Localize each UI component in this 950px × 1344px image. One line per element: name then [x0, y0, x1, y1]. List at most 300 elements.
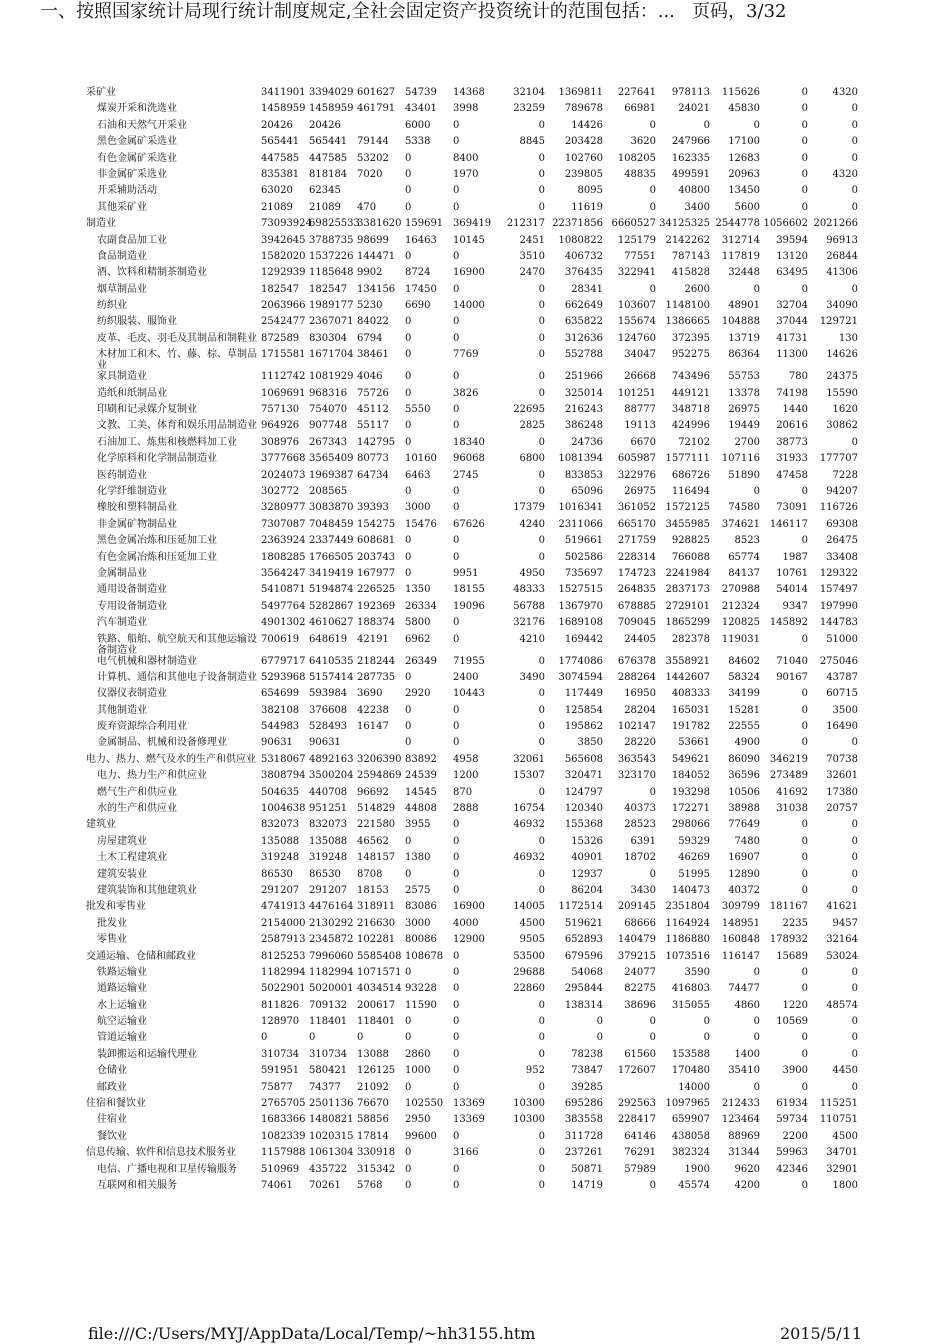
table-row — [86, 770, 858, 786]
value-cell: 2501136 — [309, 1098, 354, 1110]
value-cell: 31038 — [776, 803, 808, 815]
industry-name: 仓储业 — [97, 1065, 127, 1077]
value-cell: 0 — [753, 1081, 760, 1093]
value-cell: 0 — [405, 1016, 412, 1028]
value-cell: 3808794 — [261, 770, 306, 782]
page-header — [40, 0, 910, 24]
table-row — [86, 437, 858, 453]
value-cell: 3419419 — [309, 567, 354, 579]
value-cell: 3083870 — [309, 502, 354, 514]
value-cell: 79144 — [357, 136, 389, 148]
value-cell: 40800 — [678, 185, 710, 197]
value-cell: 0 — [801, 136, 808, 148]
value-cell: 0 — [453, 633, 460, 645]
value-cell: 88969 — [728, 1130, 760, 1142]
value-cell: 19096 — [453, 600, 485, 612]
value-cell: 0 — [453, 1032, 460, 1044]
value-cell: 0 — [649, 868, 656, 880]
value-cell: 514829 — [357, 803, 396, 815]
value-cell: 0 — [453, 316, 460, 328]
value-cell: 1970 — [453, 168, 479, 180]
value-cell: 659907 — [671, 1114, 710, 1126]
table-row — [86, 803, 858, 819]
value-cell: 0 — [538, 535, 545, 547]
value-cell: 22860 — [513, 983, 545, 995]
value-cell: 0 — [538, 371, 545, 383]
industry-name: 医药制造业 — [97, 469, 147, 481]
value-cell: 8095 — [577, 185, 603, 197]
value-cell: 0 — [538, 300, 545, 312]
value-cell: 22555 — [728, 721, 760, 733]
value-cell: 17379 — [513, 502, 545, 514]
value-cell: 188374 — [357, 617, 396, 629]
value-cell: 145892 — [769, 617, 808, 629]
value-cell: 55753 — [728, 371, 760, 383]
industry-name: 土木工程建筑业 — [97, 852, 167, 864]
value-cell: 86530 — [261, 868, 293, 880]
value-cell: 0 — [801, 884, 808, 896]
value-cell: 76291 — [624, 1147, 656, 1159]
value-cell: 315342 — [357, 1163, 396, 1175]
value-cell: 0 — [453, 1016, 460, 1028]
value-cell: 48901 — [728, 300, 760, 312]
value-cell: 1442607 — [665, 671, 710, 683]
value-cell: 13378 — [728, 387, 760, 399]
value-cell: 2729101 — [665, 600, 710, 612]
value-cell: 10761 — [776, 567, 808, 579]
value-cell: 209145 — [617, 901, 656, 913]
value-cell: 832073 — [261, 819, 300, 831]
value-cell: 510969 — [261, 1163, 300, 1175]
value-cell: 94207 — [826, 485, 858, 497]
value-cell: 318911 — [357, 901, 396, 913]
industry-name: 金属制品业 — [97, 567, 147, 579]
value-cell: 19113 — [624, 420, 656, 432]
value-cell: 379215 — [617, 950, 656, 962]
value-cell: 19449 — [728, 420, 760, 432]
value-cell: 787143 — [671, 250, 710, 262]
value-cell: 82275 — [624, 983, 656, 995]
value-cell: 12900 — [453, 934, 485, 946]
value-cell: 447585 — [309, 152, 348, 164]
industry-name: 道路运输业 — [97, 983, 147, 995]
value-cell: 0 — [453, 1065, 460, 1077]
value-cell: 102281 — [357, 934, 396, 946]
value-cell: 45830 — [728, 103, 760, 115]
value-cell: 123464 — [721, 1114, 760, 1126]
value-cell: 408333 — [671, 688, 710, 700]
value-cell: 1620 — [832, 404, 858, 416]
industry-name: 黑色金属冶炼和压延加工业 — [97, 535, 217, 547]
value-cell: 3788735 — [309, 234, 354, 246]
value-cell: 0 — [851, 185, 858, 197]
value-cell: 74198 — [776, 387, 808, 399]
value-cell: 120340 — [564, 803, 603, 815]
value-cell: 10300 — [513, 1114, 545, 1126]
table-row — [86, 218, 858, 234]
value-cell: 565441 — [261, 136, 300, 148]
value-cell: 1458959 — [261, 103, 306, 115]
value-cell: 1182994 — [309, 966, 354, 978]
value-cell: 182547 — [309, 283, 348, 295]
value-cell: 3000 — [405, 917, 431, 929]
value-cell: 118401 — [309, 1016, 348, 1028]
value-cell: 31344 — [728, 1147, 760, 1159]
table-row — [86, 787, 858, 803]
value-cell: 695286 — [564, 1098, 603, 1110]
value-cell: 43401 — [405, 103, 437, 115]
value-cell: 580421 — [309, 1065, 348, 1077]
value-cell: 2235 — [782, 917, 808, 929]
value-cell: 1186880 — [665, 934, 710, 946]
table-row — [86, 519, 858, 535]
table-row — [86, 983, 858, 999]
value-cell: 12890 — [728, 868, 760, 880]
value-cell: 34125325 — [659, 218, 710, 230]
industry-name: 金属制品、机械和设备修理业 — [97, 737, 227, 749]
value-cell: 14426 — [571, 119, 603, 131]
value-cell: 0 — [538, 436, 545, 448]
value-cell: 0 — [405, 420, 412, 432]
industry-name: 批发业 — [97, 917, 127, 929]
industry-name: 铁路运输业 — [97, 966, 147, 978]
value-cell: 608681 — [357, 535, 396, 547]
value-cell: 2825 — [519, 420, 545, 432]
table-row — [86, 1147, 858, 1163]
value-cell: 29688 — [513, 966, 545, 978]
value-cell: 0 — [538, 316, 545, 328]
value-cell: 4950 — [519, 567, 545, 579]
table-row — [86, 453, 858, 469]
value-cell: 2021266 — [813, 218, 858, 230]
value-cell: 251966 — [564, 371, 603, 383]
value-cell: 0 — [453, 551, 460, 563]
industry-name: 酒、饮料和精制茶制造业 — [97, 267, 207, 279]
industry-name: 信息传输、软件和信息技术服务业 — [86, 1147, 236, 1159]
value-cell: 65096 — [571, 485, 603, 497]
value-cell: 178932 — [769, 934, 808, 946]
industry-name: 非金属矿采选业 — [97, 168, 167, 180]
value-cell: 7307087 — [261, 518, 306, 530]
value-cell: 7769 — [453, 349, 479, 361]
value-cell: 193298 — [671, 786, 710, 798]
value-cell: 295844 — [564, 983, 603, 995]
value-cell: 780 — [788, 371, 808, 383]
value-cell: 4900 — [734, 737, 760, 749]
value-cell — [357, 120, 405, 136]
value-cell: 0 — [851, 103, 858, 115]
value-cell: 0 — [801, 819, 808, 831]
value-cell: 75726 — [357, 387, 389, 399]
value-cell: 3430 — [630, 884, 656, 896]
table-row — [86, 333, 858, 349]
value-cell: 56788 — [513, 600, 545, 612]
value-cell: 2594869 — [357, 770, 402, 782]
value-cell: 33408 — [826, 551, 858, 563]
value-cell: 40901 — [571, 852, 603, 864]
value-cell: 239805 — [564, 168, 603, 180]
value-cell: 2600 — [684, 283, 710, 295]
value-cell: 325014 — [564, 387, 603, 399]
value-cell: 46932 — [513, 852, 545, 864]
industry-name: 纺织业 — [97, 300, 127, 312]
value-cell: 0 — [405, 250, 412, 262]
value-cell: 1865299 — [665, 617, 710, 629]
value-cell: 13120 — [776, 250, 808, 262]
table-row — [86, 120, 858, 136]
value-cell: 90631 — [261, 737, 293, 749]
value-cell: 1200 — [453, 770, 479, 782]
value-cell: 58856 — [357, 1114, 389, 1126]
value-cell: 38461 — [357, 349, 389, 361]
value-cell: 40372 — [728, 884, 760, 896]
value-cell: 41306 — [826, 267, 858, 279]
value-cell: 0 — [538, 655, 545, 667]
value-cell: 3558921 — [665, 655, 710, 667]
value-cell: 3620 — [630, 136, 656, 148]
value-cell: 28523 — [624, 819, 656, 831]
value-cell: 20426 — [309, 119, 341, 131]
value-cell: 679596 — [564, 950, 603, 962]
industry-name: 有色金属冶炼和压延加工业 — [97, 551, 217, 563]
value-cell: 36596 — [728, 770, 760, 782]
value-cell: 449121 — [671, 387, 710, 399]
value-cell: 47458 — [776, 469, 808, 481]
value-cell: 544983 — [261, 721, 300, 733]
value-cell: 648619 — [309, 633, 348, 645]
value-cell: 1577111 — [665, 453, 710, 465]
value-cell: 461791 — [357, 103, 396, 115]
industry-name: 橡胶和塑料制品业 — [97, 502, 177, 514]
value-cell: 665170 — [617, 518, 656, 530]
value-cell: 108205 — [617, 152, 656, 164]
value-cell: 21092 — [357, 1081, 389, 1093]
value-cell: 10443 — [453, 688, 485, 700]
value-cell: 2311066 — [558, 518, 603, 530]
industry-name: 文教、工美、体育和娱乐用品制造业 — [97, 420, 257, 432]
value-cell: 0 — [453, 737, 460, 749]
value-cell: 46269 — [678, 852, 710, 864]
value-cell: 4034514 — [357, 983, 402, 995]
value-cell: 330918 — [357, 1147, 396, 1159]
value-cell: 415828 — [671, 267, 710, 279]
value-cell: 1148100 — [665, 300, 710, 312]
value-cell: 10160 — [405, 453, 437, 465]
value-cell: 1097965 — [665, 1098, 710, 1110]
value-cell: 55117 — [357, 420, 389, 432]
value-cell: 13450 — [728, 185, 760, 197]
value-cell: 41731 — [776, 332, 808, 344]
table-row — [86, 316, 858, 332]
value-cell: 519621 — [564, 917, 603, 929]
value-cell: 2241984 — [665, 567, 710, 579]
value-cell: 135088 — [261, 835, 300, 847]
value-cell: 1112742 — [261, 371, 306, 383]
value-cell: 38773 — [776, 436, 808, 448]
value-cell: 0 — [453, 332, 460, 344]
table-row — [86, 836, 858, 852]
value-cell: 4320 — [832, 87, 858, 98]
value-cell: 1440 — [782, 404, 808, 416]
value-cell: 1172514 — [558, 901, 603, 913]
value-cell: 4892163 — [309, 753, 354, 765]
value-cell: 160848 — [721, 934, 760, 946]
value-cell: 2351804 — [665, 901, 710, 913]
value-cell: 11590 — [405, 999, 437, 1011]
value-cell: 0 — [538, 1048, 545, 1060]
value-cell: 24539 — [405, 770, 437, 782]
value-cell: 310734 — [309, 1048, 348, 1060]
value-cell: 54014 — [776, 584, 808, 596]
value-cell: 26844 — [826, 250, 858, 262]
value-cell: 0 — [703, 1016, 710, 1028]
value-cell: 148951 — [721, 917, 760, 929]
industry-name: 建筑业 — [86, 819, 116, 831]
value-cell: 0 — [453, 250, 460, 262]
value-cell: 9902 — [357, 267, 383, 279]
value-cell: 64146 — [624, 1130, 656, 1142]
value-cell: 0 — [538, 469, 545, 481]
industry-name: 纺织服装、服饰业 — [97, 316, 177, 328]
value-cell: 0 — [801, 103, 808, 115]
footer-file-path: file:///C:/Users/MYJ/AppData/Local/Temp/~hh3155.htm — [88, 1324, 536, 1343]
value-cell: 8125253 — [261, 950, 306, 962]
value-cell: 308976 — [261, 436, 300, 448]
value-cell: 0 — [801, 1081, 808, 1093]
value-cell: 2542477 — [261, 316, 306, 328]
value-cell: 0 — [453, 404, 460, 416]
value-cell: 1292939 — [261, 267, 306, 279]
table-row — [86, 1131, 858, 1147]
value-cell: 3000 — [405, 502, 431, 514]
value-cell: 0 — [405, 721, 412, 733]
value-cell: 2920 — [405, 688, 431, 700]
value-cell: 5318067 — [261, 753, 306, 765]
value-cell: 2587913 — [261, 934, 306, 946]
value-cell: 48835 — [624, 168, 656, 180]
table-row — [86, 1098, 858, 1114]
value-cell: 363543 — [617, 753, 656, 765]
table-row — [86, 634, 858, 656]
value-cell: 23259 — [513, 103, 545, 115]
value-cell: 28220 — [624, 737, 656, 749]
value-cell: 153588 — [671, 1048, 710, 1060]
value-cell: 71955 — [453, 655, 485, 667]
value-cell: 18702 — [624, 852, 656, 864]
value-cell: 125854 — [564, 704, 603, 716]
table-row — [86, 185, 858, 201]
value-cell: 7228 — [832, 469, 858, 481]
value-cell: 107116 — [721, 453, 760, 465]
value-cell: 1572125 — [665, 502, 710, 514]
value-cell: 212324 — [721, 600, 760, 612]
value-cell: 96068 — [453, 453, 485, 465]
value-cell: 552788 — [564, 349, 603, 361]
value-cell: 0 — [753, 119, 760, 131]
value-cell: 1987 — [782, 551, 808, 563]
table-row — [86, 901, 858, 917]
value-cell: 16900 — [453, 267, 485, 279]
industry-name: 开采辅助活动 — [97, 185, 157, 197]
value-cell: 18340 — [453, 436, 485, 448]
value-cell: 952275 — [671, 349, 710, 361]
value-cell: 5282867 — [309, 600, 354, 612]
value-cell: 0 — [453, 1130, 460, 1142]
table-row — [86, 1180, 858, 1196]
value-cell: 4476164 — [309, 901, 354, 913]
value-cell: 3394029 — [309, 87, 354, 98]
value-cell: 14000 — [678, 1081, 710, 1093]
value-cell: 71040 — [776, 655, 808, 667]
value-cell: 72102 — [678, 436, 710, 448]
value-cell: 499591 — [671, 168, 710, 180]
document-title: 一、按照国家统计局现行统计制度规定,全社会固定资产投资统计的范围包括：... — [40, 1, 675, 22]
value-cell: 0 — [801, 201, 808, 213]
table-row — [86, 601, 858, 617]
value-cell: 757130 — [261, 404, 300, 416]
value-cell: 102147 — [617, 721, 656, 733]
value-cell: 124797 — [564, 786, 603, 798]
value-cell: 735697 — [564, 567, 603, 579]
value-cell: 0 — [538, 1032, 545, 1044]
value-cell: 678885 — [617, 600, 656, 612]
value-cell: 591951 — [261, 1065, 300, 1077]
industry-name: 制造业 — [86, 218, 116, 230]
value-cell: 0 — [405, 868, 412, 880]
value-cell: 0 — [753, 1032, 760, 1044]
value-cell: 928825 — [671, 535, 710, 547]
value-cell: 59734 — [776, 1114, 808, 1126]
table-row — [86, 967, 858, 983]
table-row — [86, 251, 858, 267]
industry-name: 农副食品加工业 — [97, 234, 167, 246]
value-cell: 2950 — [405, 1114, 431, 1126]
table-row — [86, 852, 858, 868]
value-cell: 0 — [261, 1032, 268, 1044]
value-cell: 24077 — [624, 966, 656, 978]
statistics-table-container — [86, 87, 858, 1196]
value-cell: 0 — [405, 201, 412, 213]
value-cell: 348718 — [671, 404, 710, 416]
value-cell: 0 — [453, 950, 460, 962]
value-cell: 4958 — [453, 753, 479, 765]
value-cell: 0 — [649, 1032, 656, 1044]
value-cell: 14368 — [453, 87, 485, 98]
value-cell: 0 — [801, 721, 808, 733]
value-cell: 0 — [649, 1180, 656, 1191]
value-cell: 652893 — [564, 934, 603, 946]
value-cell: 0 — [453, 371, 460, 383]
industry-name: 其他采矿业 — [97, 201, 147, 213]
value-cell: 118401 — [357, 1016, 396, 1028]
value-cell: 37044 — [776, 316, 808, 328]
value-cell: 0 — [801, 185, 808, 197]
industry-name: 非金属矿物制品业 — [97, 518, 177, 530]
value-cell: 0 — [538, 704, 545, 716]
value-cell: 74477 — [728, 983, 760, 995]
value-cell: 6800 — [519, 453, 545, 465]
value-cell: 1071571 — [357, 966, 402, 978]
value-cell: 1380 — [405, 852, 431, 864]
value-cell: 32448 — [728, 267, 760, 279]
table-row — [86, 819, 858, 835]
value-cell: 5768 — [357, 1180, 383, 1191]
value-cell: 0 — [453, 1180, 460, 1191]
value-cell: 3074594 — [558, 671, 603, 683]
value-cell: 0 — [538, 1147, 545, 1159]
table-row — [86, 552, 858, 568]
value-cell: 83892 — [405, 753, 437, 765]
